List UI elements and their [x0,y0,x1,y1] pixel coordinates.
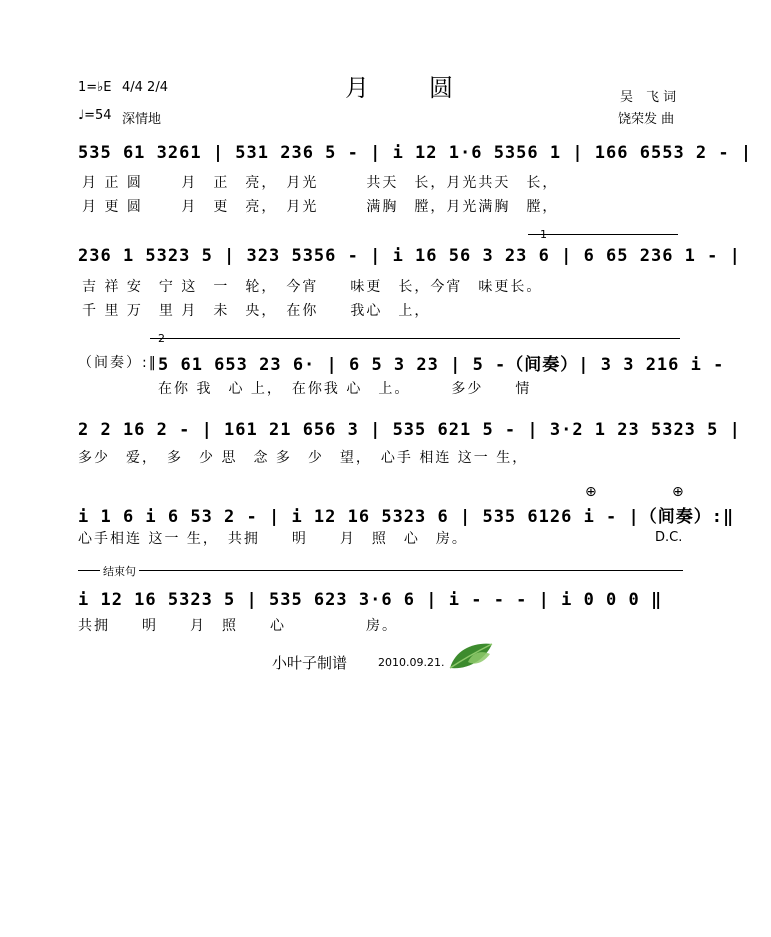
ending-label: 结束句 [100,563,139,579]
score-line-4-lyric-1: 多少 爱， 多 少 思 念 多 少 望， 心手 相连 这一 生， [78,450,529,466]
volta-1-bracket [528,234,678,235]
score-line-4-notes: 2 2 16 2 - | 161 21 656 3 | 535 621 5 - | 3·2 1 23 5323 5 | [78,420,741,440]
score-line-5-lyric-1: 心手相连 这一 生， 共拥 明 月 照 心 房。 [78,531,468,547]
ending-bracket [78,570,683,571]
time-signature: 4/4 2/4 [122,80,168,95]
score-line-5-notes: i 1 6 i 6 53 2 - | i 12 16 5323 6 | 535 6126 i - |（间奏）:‖ [78,507,735,527]
score-line-2-lyric-2: 千 里 万 里 月 未 央， 在你 我心 上， [82,303,431,319]
lyricist-credit: 吴 飞 词 [620,90,677,105]
key-signature: 1=♭E [78,80,112,95]
interlude-repeat-mark: （间奏）:‖ [78,355,158,371]
coda-sign-1-icon: ⊕ [585,484,597,500]
composer-credit: 饶荣发 曲 [618,112,675,127]
leaf-icon [446,638,496,672]
transcriber-credit: 小叶子制谱 [272,654,348,672]
expression-marking: 深情地 [122,112,162,127]
score-line-3-lyric-1: 在你 我 心 上， 在你我 心 上。 多少 情 [158,381,532,397]
volta-1-label: 1 [540,228,547,241]
score-line-2-notes: 236 1 5323 5 | 323 5356 - | i 16 56 3 23 6 | 6 65 236 1 - | [78,246,741,266]
volta-2-label: 2 [158,332,165,345]
score-line-1-lyric-2: 月 更 圆 月 更 亮， 月光 满胸 膛，月光满胸 膛， [82,199,559,215]
score-title: 月 圆 [345,74,471,102]
score-line-1-notes: 535 61 3261 | 531 236 5 - | i 12 1·6 5356 1 | 166 6553 2 - | [78,143,753,163]
score-line-3-notes: 5 61 653 23 6· | 6 5 3 23 | 5 -（间奏）| 3 3 216 i - [158,355,725,375]
coda-sign-2-icon: ⊕ [672,484,684,500]
score-line-6-lyric-1: 共拥 明 月 照 心 房。 [78,618,398,634]
volta-2-bracket [150,338,680,339]
da-capo-marking: D.C. [655,530,683,545]
score-line-6-notes: i 12 16 5323 5 | 535 623 3·6 6 | i - - - | i 0 0 0 ‖ [78,590,663,610]
score-line-2-lyric-1: 吉 祥 安 宁 这 一 轮， 今宵 味更 长，今宵 味更长。 [82,279,543,295]
transcription-date: 2010.09.21. [378,656,445,669]
score-line-1-lyric-1: 月 正 圆 月 正 亮， 月光 共天 长，月光共天 长， [82,175,559,191]
tempo-marking: ♩=54 [78,108,112,123]
